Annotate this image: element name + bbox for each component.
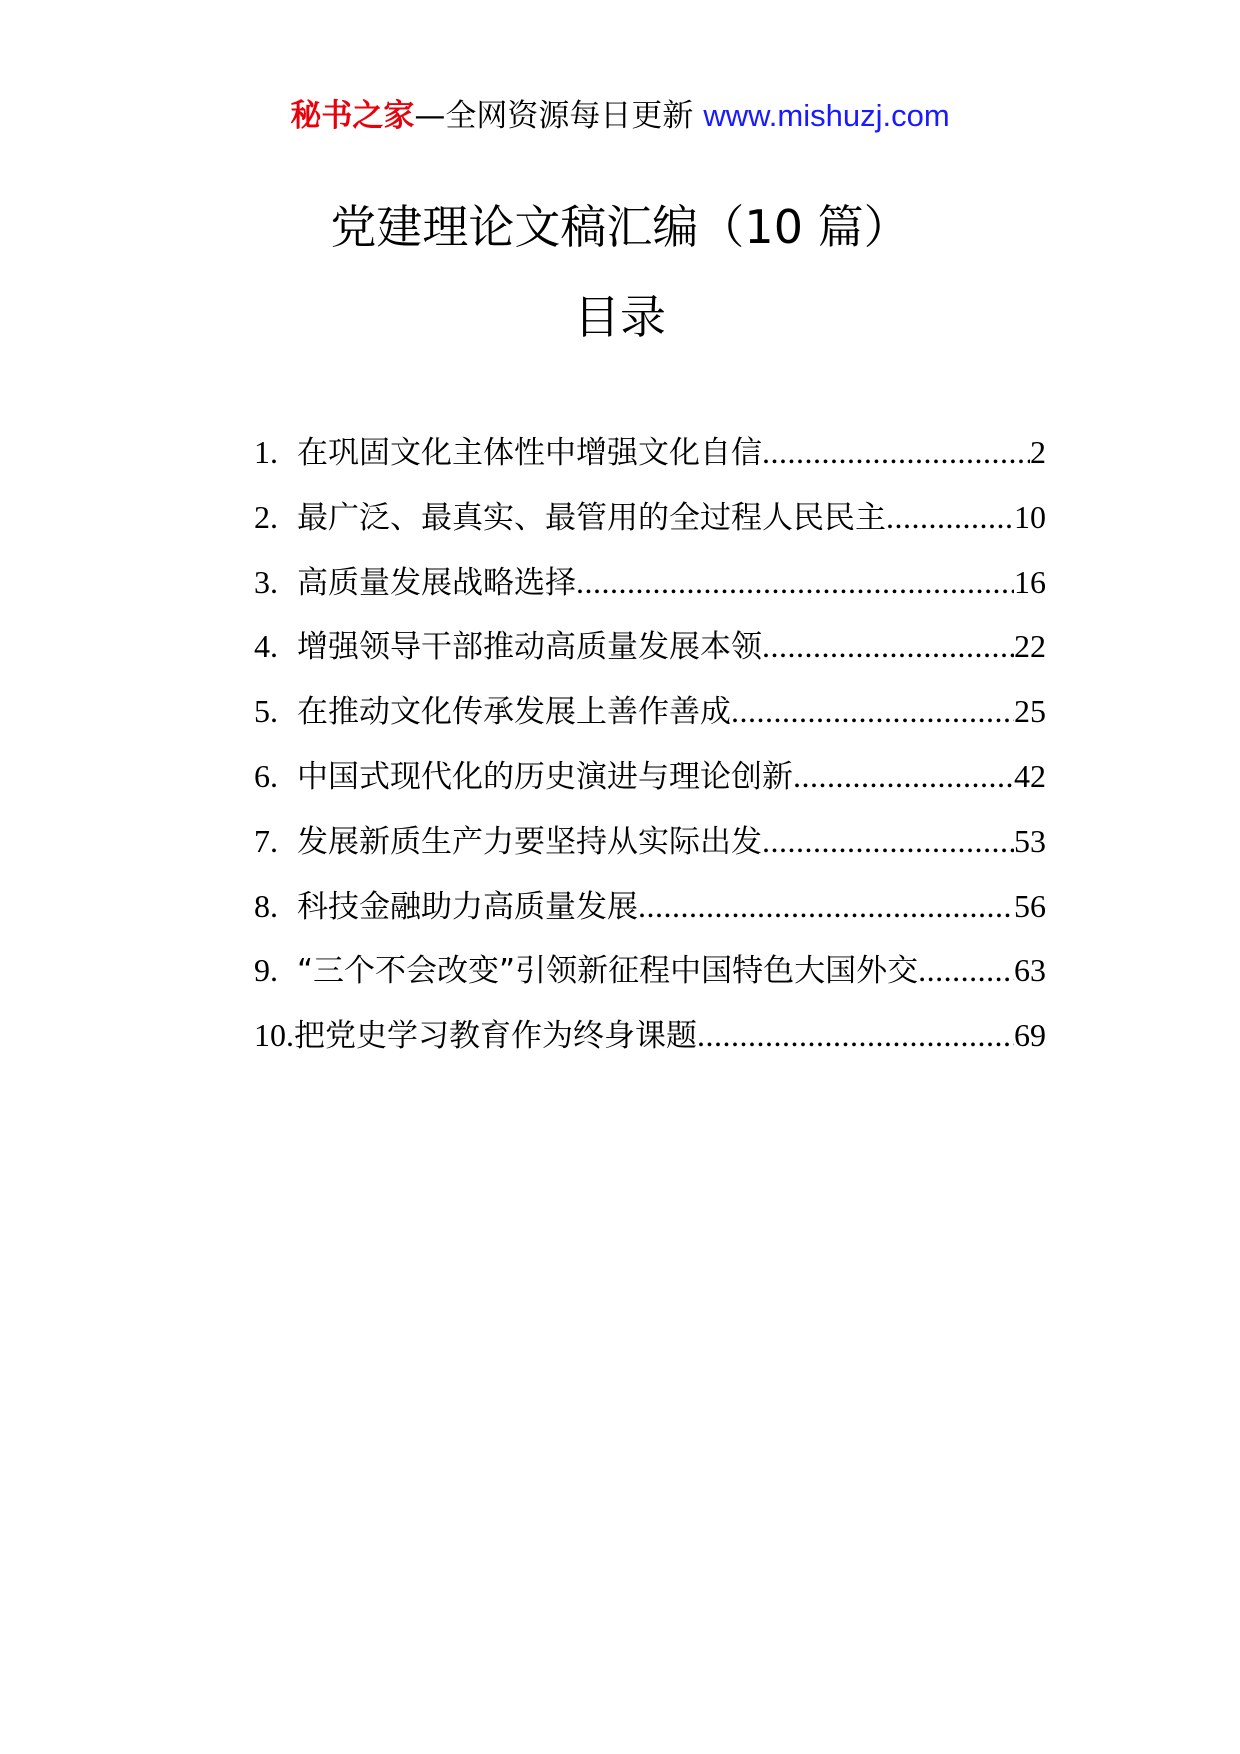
- document-title: 党建理论文稿汇编（10 篇）: [330, 200, 910, 254]
- toc-dot-leader: [762, 420, 1030, 485]
- toc-entry-page: 63: [1014, 952, 1046, 989]
- toc-entry-number: 6.: [254, 757, 278, 794]
- toc-entry-page: 22: [1014, 628, 1046, 665]
- toc-dot-leader: [793, 744, 1014, 809]
- toc-entry-title: 增强领导干部推动高质量发展本领: [297, 629, 762, 666]
- toc-entry-5[interactable]: [254, 679, 1046, 744]
- toc-dot-leader: [731, 679, 1014, 744]
- toc-entry-page: 16: [1014, 563, 1046, 600]
- site-header: [0, 94, 1240, 138]
- toc-entry-title: 高质量发展战略选择: [297, 564, 576, 601]
- toc-entry-title: 把党史学习教育作为终身课题: [294, 1018, 697, 1055]
- toc-entry-title: 在巩固文化主体性中增强文化自信: [297, 435, 762, 471]
- toc-heading: 目录: [574, 290, 666, 344]
- toc-entry-page: 2: [1030, 434, 1046, 470]
- toc-entry-page: 42: [1014, 757, 1046, 794]
- toc-entry-number: 4.: [254, 628, 278, 665]
- toc-entry-number: 5.: [254, 693, 278, 730]
- toc-dot-leader: [918, 938, 1014, 1003]
- toc-entry-4[interactable]: [254, 614, 1046, 679]
- toc-entry-2[interactable]: [254, 485, 1046, 550]
- toc-entry-number: 2.: [254, 498, 278, 535]
- toc-entry-10[interactable]: [254, 1003, 1046, 1068]
- toc-entry-page: 10: [1014, 498, 1046, 535]
- toc-entry-title: 发展新质生产力要坚持从实际出发: [297, 823, 762, 860]
- toc-entry-3[interactable]: [254, 550, 1046, 615]
- toc-entry-number: 3.: [254, 563, 278, 600]
- toc-entry-page: 53: [1014, 822, 1046, 859]
- toc-entry-page: 25: [1014, 693, 1046, 730]
- toc-dot-leader: [762, 809, 1014, 874]
- toc-entry-title: 科技金融助力高质量发展: [297, 888, 638, 925]
- table-of-contents: [254, 420, 1046, 1068]
- toc-entry-1[interactable]: [254, 420, 1046, 485]
- site-url-link[interactable]: www.mishuzj.com: [703, 98, 950, 133]
- toc-dot-leader: [638, 874, 1014, 939]
- toc-entry-title: 中国式现代化的历史演进与理论创新: [297, 758, 793, 795]
- toc-entry-7[interactable]: [254, 809, 1046, 874]
- toc-dot-leader: [697, 1003, 1014, 1068]
- toc-entry-title: “三个不会改变”引领新征程中国特色大国外交: [297, 953, 919, 990]
- toc-dot-leader: [576, 550, 1014, 615]
- toc-entry-page: 69: [1014, 1017, 1046, 1054]
- toc-entry-6[interactable]: [254, 744, 1046, 809]
- toc-entry-8[interactable]: [254, 874, 1046, 939]
- toc-dot-leader: [762, 614, 1014, 679]
- toc-entry-title: 最广泛、最真实、最管用的全过程人民民主: [297, 499, 886, 536]
- toc-entry-number: 1.: [254, 434, 278, 470]
- toc-entry-number: 8.: [254, 887, 278, 924]
- toc-dot-leader: [886, 485, 1014, 550]
- site-slogan: —全网资源每日更新: [414, 98, 694, 134]
- toc-entry-title: 在推动文化传承发展上善作善成: [297, 694, 731, 731]
- brand-name: 秘书之家: [290, 98, 415, 134]
- toc-entry-number: 7.: [254, 822, 278, 859]
- toc-entry-number: 9.: [254, 952, 278, 989]
- toc-entry-number: 10.: [254, 1017, 294, 1054]
- toc-entry-9[interactable]: [254, 938, 1046, 1003]
- toc-entry-page: 56: [1014, 887, 1046, 924]
